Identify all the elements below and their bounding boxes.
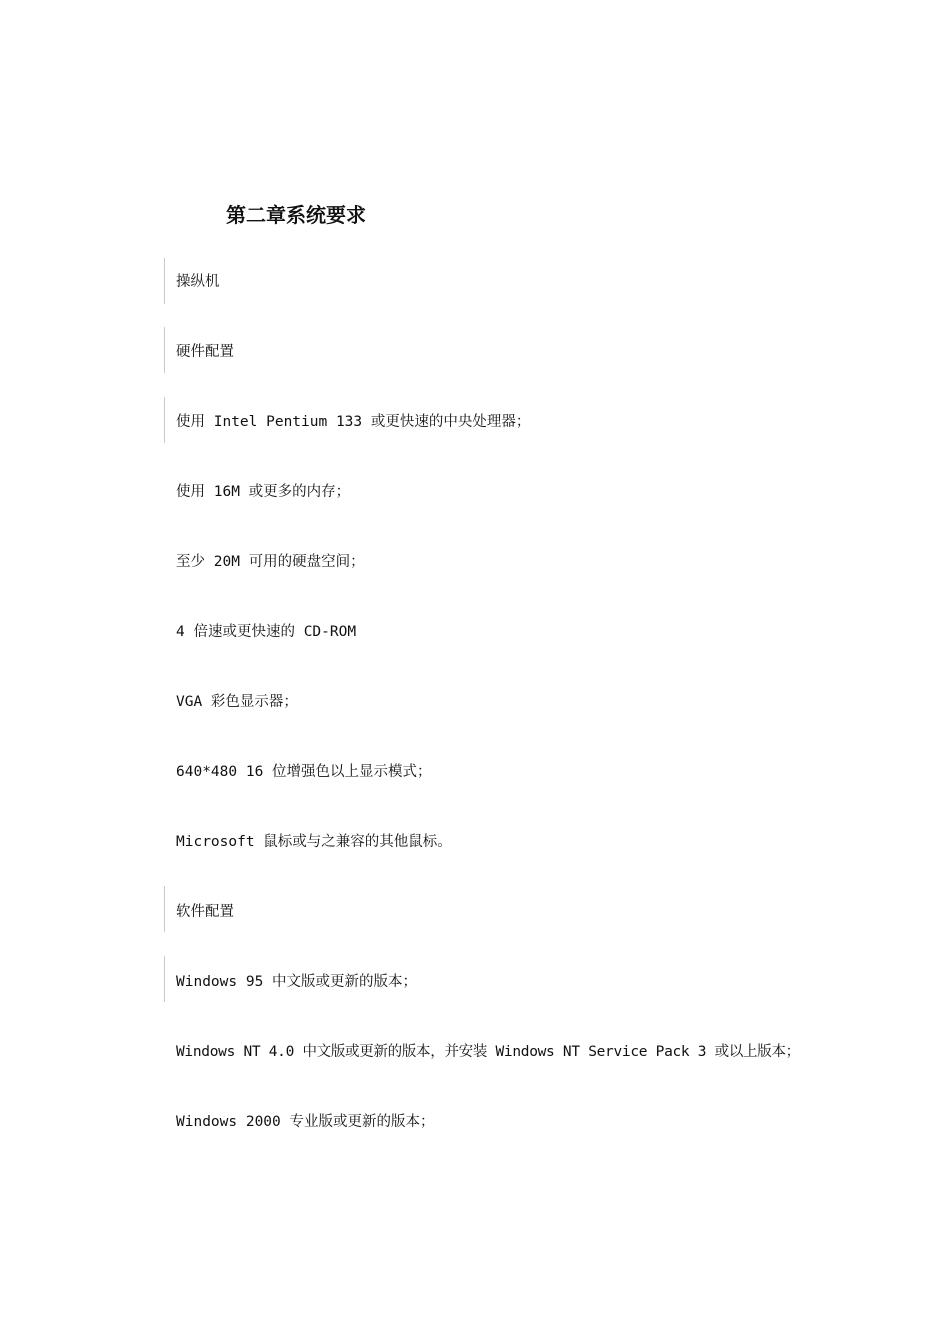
section-heading-software: 软件配置 (176, 904, 234, 920)
heading-marker (164, 258, 165, 304)
section-heading-hardware: 硬件配置 (176, 344, 234, 360)
heading-marker (164, 956, 165, 1002)
requirement-winnt: Windows NT 4.0 中文版或更新的版本，并安装 Windows NT Service Pack 3 或以上版本； (176, 1044, 800, 1060)
requirement-display-mode: 640*480 16 位增强色以上显示模式； (176, 764, 432, 780)
chapter-title: 第二章系统要求 (226, 203, 366, 227)
requirement-display: VGA 彩色显示器； (176, 694, 298, 710)
requirement-memory: 使用 16M 或更多的内存； (176, 484, 351, 500)
requirement-win2000: Windows 2000 专业版或更新的版本； (176, 1114, 435, 1130)
requirement-mouse: Microsoft 鼠标或与之兼容的其他鼠标。 (176, 834, 452, 850)
requirement-cdrom: 4 倍速或更快速的 CD-ROM (176, 624, 357, 640)
heading-marker (164, 327, 165, 373)
heading-marker (164, 397, 165, 443)
section-heading-console: 操纵机 (176, 274, 220, 290)
requirement-win95: Windows 95 中文版或更新的版本； (176, 974, 418, 990)
requirement-disk: 至少 20M 可用的硬盘空间； (176, 554, 365, 570)
heading-marker (164, 886, 165, 932)
requirement-cpu: 使用 Intel Pentium 133 或更快速的中央处理器； (176, 414, 531, 430)
